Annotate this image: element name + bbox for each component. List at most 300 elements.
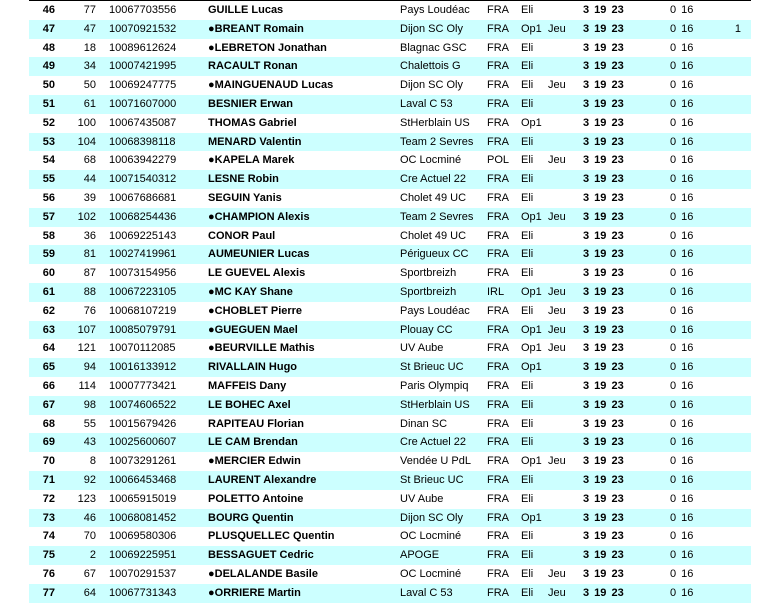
gap-cell: 0 16 [670, 417, 694, 430]
rank-cell: 53 [42, 135, 55, 148]
rider-name-cell: GUILLE Lucas [208, 4, 284, 16]
uci-id-cell: 10068107219 [109, 304, 177, 317]
club-cell: OC Locminé [400, 154, 462, 167]
category-cell: Eli [521, 97, 534, 110]
nationality-cell: FRA [487, 248, 509, 261]
table-row [29, 0, 751, 20]
time-cell: 3 19 23 [583, 398, 624, 411]
rider-name-cell: LE BOHEC Axel [208, 398, 291, 411]
category-cell: Eli [521, 79, 534, 92]
rank-cell: 77 [42, 586, 55, 599]
bib-cell: 47 [83, 22, 96, 35]
rank-cell: 72 [42, 492, 55, 505]
time-cell: 3 19 23 [583, 417, 624, 430]
table-row [29, 339, 751, 358]
uci-id-cell: 10089612624 [109, 41, 177, 54]
club-cell: OC Locminé [400, 530, 462, 543]
nationality-cell: FRA [487, 436, 509, 449]
nationality-cell: FRA [487, 41, 509, 54]
youth-flag-cell: Jeu [548, 323, 566, 336]
category-cell: Eli [521, 267, 534, 280]
rank-cell: 64 [42, 342, 55, 355]
category-cell: Eli [521, 492, 534, 505]
club-cell: Sportbreizh [400, 267, 457, 280]
category-cell: Eli [521, 191, 534, 204]
category-cell: Eli [521, 567, 534, 580]
table-row [29, 189, 751, 208]
rank-cell: 68 [42, 417, 55, 430]
bib-cell: 114 [78, 379, 96, 392]
rank-cell: 52 [42, 116, 55, 129]
uci-id-cell: 10070291537 [109, 567, 177, 580]
nationality-cell: FRA [487, 530, 509, 543]
table-row [29, 114, 751, 133]
rider-name-cell: ●CHAMPION Alexis [208, 210, 310, 223]
table-row [29, 208, 751, 227]
bib-cell: 102 [77, 210, 96, 223]
bib-cell: 44 [83, 173, 96, 186]
nationality-cell: FRA [487, 60, 509, 73]
time-cell: 3 19 23 [583, 511, 624, 524]
table-row [29, 452, 751, 471]
nationality-cell: FRA [487, 342, 509, 355]
club-cell: Plouay CC [400, 323, 453, 336]
rank-cell: 54 [42, 154, 55, 167]
nationality-cell: FRA [487, 79, 509, 92]
rider-name-cell: SEGUIN Yanis [208, 191, 282, 204]
gap-cell: 0 16 [670, 342, 694, 355]
youth-flag-cell: Jeu [548, 567, 566, 580]
table-row [29, 433, 751, 452]
category-cell: Eli [521, 304, 534, 317]
bib-cell: 104 [77, 135, 96, 148]
rider-name-cell: BESNIER Erwan [208, 97, 293, 110]
rider-name-cell: BESSAGUET Cedric [208, 549, 314, 562]
time-cell: 3 19 23 [583, 492, 624, 505]
bib-cell: 70 [83, 530, 96, 543]
time-cell: 3 19 23 [583, 229, 624, 242]
table-row [29, 302, 751, 321]
category-cell: Eli [521, 229, 534, 242]
nationality-cell: FRA [487, 173, 509, 186]
rider-name-cell: CONOR Paul [208, 229, 276, 242]
time-cell: 3 19 23 [583, 323, 624, 336]
category-cell: Eli [521, 549, 534, 562]
bib-cell: 2 [89, 549, 96, 562]
time-cell: 3 19 23 [583, 379, 624, 392]
table-row [29, 358, 751, 377]
results-table [29, 0, 751, 603]
rider-name-cell: LE GUEVEL Alexis [208, 267, 306, 280]
gap-cell: 0 16 [670, 304, 694, 317]
bib-cell: 76 [83, 304, 96, 317]
gap-cell: 0 16 [670, 398, 694, 411]
youth-flag-cell: Jeu [548, 342, 566, 355]
uci-id-cell: 10007773421 [109, 379, 177, 392]
nationality-cell: FRA [487, 304, 509, 317]
club-cell: Team 2 Sevres [400, 135, 474, 148]
gap-cell: 0 16 [670, 135, 694, 148]
table-row [29, 396, 751, 415]
gap-cell: 0 16 [670, 586, 694, 599]
uci-id-cell: 10067703556 [109, 4, 177, 16]
category-cell: Op1 [521, 323, 542, 336]
uci-id-cell: 10069247775 [109, 79, 177, 92]
uci-id-cell: 10068254436 [109, 210, 177, 223]
table-row [29, 490, 751, 509]
table-row [29, 321, 751, 340]
bib-cell: 36 [83, 229, 96, 242]
uci-id-cell: 10069225951 [109, 549, 177, 562]
club-cell: UV Aube [400, 492, 444, 505]
club-cell: Paris Olympiq [400, 379, 469, 392]
time-cell: 3 19 23 [583, 567, 624, 580]
bib-cell: 88 [83, 285, 96, 298]
rank-cell: 55 [42, 173, 55, 186]
rank-cell: 46 [42, 4, 55, 16]
nationality-cell: FRA [487, 361, 509, 374]
uci-id-cell: 10007421995 [109, 60, 177, 73]
category-cell: Eli [521, 586, 534, 599]
rider-name-cell: ●GUEGUEN Mael [208, 323, 298, 336]
uci-id-cell: 10068081452 [109, 511, 177, 524]
category-cell: Eli [521, 417, 534, 430]
gap-cell: 0 16 [670, 549, 694, 562]
gap-cell: 0 16 [670, 41, 694, 54]
club-cell: Chalettois G [400, 60, 461, 73]
rider-name-cell: ●MC KAY Shane [208, 285, 293, 298]
youth-flag-cell: Jeu [548, 154, 566, 167]
time-cell: 3 19 23 [583, 530, 624, 543]
time-cell: 3 19 23 [583, 79, 624, 92]
bib-cell: 55 [83, 417, 96, 430]
time-cell: 3 19 23 [583, 191, 624, 204]
bib-cell: 8 [89, 455, 96, 468]
bib-cell: 39 [83, 191, 96, 204]
club-cell: Périgueux CC [400, 248, 469, 261]
category-cell: Op1 [521, 511, 542, 524]
table-row [29, 546, 751, 565]
club-cell: Dinan SC [400, 417, 448, 430]
rank-cell: 65 [42, 361, 55, 374]
bib-cell: 92 [83, 473, 96, 486]
bib-cell: 100 [77, 116, 96, 129]
nationality-cell: FRA [487, 473, 509, 486]
rank-cell: 74 [42, 530, 55, 543]
rider-name-cell: ●MAINGUENAUD Lucas [208, 79, 334, 92]
nationality-cell: FRA [487, 455, 509, 468]
time-cell: 3 19 23 [583, 549, 624, 562]
rider-name-cell: RACAULT Ronan [208, 60, 298, 73]
uci-id-cell: 10067731343 [109, 586, 177, 599]
time-cell: 3 19 23 [583, 285, 624, 298]
uci-id-cell: 10025600607 [109, 436, 177, 449]
uci-id-cell: 10067223105 [109, 285, 177, 298]
rider-name-cell: LAURENT Alexandre [208, 473, 317, 486]
gap-cell: 0 16 [670, 511, 694, 524]
nationality-cell: IRL [487, 285, 505, 298]
uci-id-cell: 10071540312 [109, 173, 177, 186]
rank-cell: 63 [42, 323, 55, 336]
uci-id-cell: 10074606522 [109, 398, 177, 411]
nationality-cell: FRA [487, 567, 509, 580]
category-cell: Eli [521, 60, 534, 73]
table-row [29, 57, 751, 76]
uci-id-cell: 10069580306 [109, 530, 177, 543]
table-row [29, 471, 751, 490]
table-row [29, 227, 751, 246]
nationality-cell: FRA [487, 267, 509, 280]
club-cell: Cre Actuel 22 [400, 436, 467, 449]
category-cell: Op1 [521, 22, 542, 35]
rank-cell: 62 [42, 304, 55, 317]
table-row [29, 377, 751, 396]
rank-cell: 48 [42, 41, 55, 54]
table-row [29, 133, 751, 152]
bib-cell: 98 [83, 398, 96, 411]
uci-id-cell: 10065915019 [109, 492, 177, 505]
time-cell: 3 19 23 [583, 154, 624, 167]
rider-name-cell: LESNE Robin [208, 173, 279, 186]
youth-flag-cell: Jeu [548, 210, 566, 223]
time-cell: 3 19 23 [583, 210, 624, 223]
nationality-cell: FRA [487, 135, 509, 148]
gap-cell: 0 16 [670, 248, 694, 261]
nationality-cell: FRA [487, 492, 509, 505]
bib-cell: 64 [83, 586, 96, 599]
nationality-cell: FRA [487, 511, 509, 524]
club-cell: Pays Loudéac [400, 304, 470, 317]
uci-id-cell: 10027419961 [109, 248, 177, 261]
category-cell: Eli [521, 4, 534, 16]
time-cell: 3 19 23 [583, 97, 624, 110]
bib-cell: 77 [83, 4, 96, 16]
table-row [29, 527, 751, 546]
time-cell: 3 19 23 [583, 361, 624, 374]
time-cell: 3 19 23 [583, 342, 624, 355]
uci-id-cell: 10016133912 [109, 361, 177, 374]
club-cell: St Brieuc UC [400, 361, 464, 374]
table-row [29, 170, 751, 189]
youth-flag-cell: Jeu [548, 79, 566, 92]
gap-cell: 0 16 [670, 436, 694, 449]
category-cell: Op1 [521, 361, 542, 374]
bib-cell: 68 [83, 154, 96, 167]
youth-flag-cell: Jeu [548, 22, 566, 35]
category-cell: Op1 [521, 285, 542, 298]
table-row [29, 415, 751, 434]
table-row [29, 20, 751, 39]
uci-id-cell: 10066453468 [109, 473, 177, 486]
gap-cell: 0 16 [670, 379, 694, 392]
youth-flag-cell: Jeu [548, 285, 566, 298]
uci-id-cell: 10068398118 [109, 135, 176, 148]
club-cell: Cre Actuel 22 [400, 173, 467, 186]
rank-cell: 66 [42, 379, 55, 392]
rank-cell: 70 [42, 455, 55, 468]
club-cell: Dijon SC Oly [400, 511, 463, 524]
table-row [29, 39, 751, 58]
rider-name-cell: ●ORRIERE Martin [208, 586, 301, 599]
club-cell: StHerblain US [400, 116, 470, 129]
nationality-cell: FRA [487, 586, 509, 599]
gap-cell: 0 16 [670, 492, 694, 505]
rank-cell: 47 [42, 22, 55, 35]
gap-cell: 0 16 [670, 191, 694, 204]
club-cell: Laval C 53 [400, 586, 453, 599]
rank-cell: 71 [42, 473, 55, 486]
rider-name-cell: MAFFEIS Dany [208, 379, 287, 392]
bib-cell: 61 [83, 97, 96, 110]
time-cell: 3 19 23 [583, 4, 624, 16]
category-cell: Eli [521, 398, 534, 411]
gap-cell: 0 16 [670, 154, 694, 167]
nationality-cell: FRA [487, 417, 509, 430]
time-cell: 3 19 23 [583, 455, 624, 468]
club-cell: Cholet 49 UC [400, 191, 467, 204]
gap-cell: 0 16 [670, 530, 694, 543]
category-cell: Eli [521, 173, 534, 186]
bib-cell: 107 [77, 323, 96, 336]
time-cell: 3 19 23 [583, 473, 624, 486]
category-cell: Op1 [521, 116, 542, 129]
rider-name-cell: ●LEBRETON Jonathan [208, 41, 327, 54]
nationality-cell: FRA [487, 4, 509, 16]
category-cell: Eli [521, 248, 534, 261]
club-cell: St Brieuc UC [400, 473, 464, 486]
time-cell: 3 19 23 [583, 586, 624, 599]
uci-id-cell: 10070112085 [109, 342, 176, 355]
rider-name-cell: LE CAM Brendan [208, 436, 298, 449]
gap-cell: 0 16 [670, 229, 694, 242]
gap-cell: 0 16 [670, 79, 694, 92]
category-cell: Eli [521, 154, 534, 167]
uci-id-cell: 10073154956 [109, 267, 177, 280]
gap-cell: 0 16 [670, 97, 694, 110]
club-cell: Sportbreizh [400, 285, 457, 298]
rank-cell: 50 [42, 79, 55, 92]
bib-cell: 121 [77, 342, 96, 355]
gap-cell: 0 16 [670, 455, 694, 468]
nationality-cell: FRA [487, 323, 509, 336]
rank-cell: 57 [42, 210, 55, 223]
club-cell: Dijon SC Oly [400, 22, 463, 35]
uci-id-cell: 10063942279 [109, 154, 177, 167]
bib-cell: 94 [83, 361, 96, 374]
nationality-cell: FRA [487, 210, 509, 223]
time-cell: 3 19 23 [583, 304, 624, 317]
rank-cell: 58 [42, 229, 55, 242]
club-cell: UV Aube [400, 342, 444, 355]
time-cell: 3 19 23 [583, 248, 624, 261]
gap-cell: 0 16 [670, 116, 694, 129]
category-cell: Eli [521, 135, 534, 148]
club-cell: Team 2 Sevres [400, 210, 474, 223]
nationality-cell: FRA [487, 22, 509, 35]
time-cell: 3 19 23 [583, 135, 624, 148]
table-row [29, 245, 751, 264]
rank-cell: 49 [42, 60, 55, 73]
time-cell: 3 19 23 [583, 267, 624, 280]
time-cell: 3 19 23 [583, 22, 624, 35]
time-cell: 3 19 23 [583, 436, 624, 449]
gap-cell: 0 16 [670, 173, 694, 186]
club-cell: Blagnac GSC [400, 41, 467, 54]
gap-cell: 0 16 [670, 323, 694, 336]
category-cell: Eli [521, 530, 534, 543]
club-cell: Vendée U PdL [400, 455, 471, 468]
gap-cell: 0 16 [670, 60, 694, 73]
rider-name-cell: ●BEURVILLE Mathis [208, 342, 315, 355]
rider-name-cell: RIVALLAIN Hugo [208, 361, 298, 374]
gap-cell: 0 16 [670, 4, 694, 16]
nationality-cell: FRA [487, 549, 509, 562]
category-cell: Op1 [521, 210, 542, 223]
club-cell: Dijon SC Oly [400, 79, 463, 92]
rank-cell: 73 [42, 511, 55, 524]
category-cell: Op1 [521, 342, 542, 355]
rider-name-cell: AUMEUNIER Lucas [208, 248, 310, 261]
rider-name-cell: ●DELALANDE Basile [208, 567, 318, 580]
rank-cell: 56 [42, 191, 55, 204]
table-row [29, 151, 751, 170]
bib-cell: 87 [83, 267, 96, 280]
uci-id-cell: 10067686681 [109, 191, 177, 204]
bib-cell: 34 [83, 60, 96, 73]
uci-id-cell: 10085079791 [109, 323, 177, 336]
category-cell: Op1 [521, 455, 542, 468]
table-row [29, 76, 751, 95]
nationality-cell: FRA [487, 116, 509, 129]
rider-name-cell: ●KAPELA Marek [208, 154, 295, 167]
club-cell: StHerblain US [400, 398, 470, 411]
rider-name-cell: POLETTO Antoine [208, 492, 304, 505]
gap-cell: 0 16 [670, 267, 694, 280]
nationality-cell: FRA [487, 379, 509, 392]
gap-cell: 0 16 [670, 285, 694, 298]
uci-id-cell: 10067435087 [109, 116, 177, 129]
table-row [29, 283, 751, 302]
table-row [29, 509, 751, 528]
rank-cell: 59 [42, 248, 55, 261]
youth-flag-cell: Jeu [548, 455, 566, 468]
uci-id-cell: 10069225143 [109, 229, 177, 242]
bib-cell: 18 [83, 41, 96, 54]
gap-cell: 0 16 [670, 210, 694, 223]
rank-cell: 61 [42, 285, 55, 298]
gap-cell: 0 16 [670, 361, 694, 374]
table-row [29, 264, 751, 283]
rider-name-cell: ●MERCIER Edwin [208, 455, 301, 468]
bib-cell: 43 [83, 436, 96, 449]
rider-name-cell: ●BREANT Romain [208, 22, 304, 35]
time-cell: 3 19 23 [583, 173, 624, 186]
bib-cell: 123 [77, 492, 96, 505]
category-cell: Eli [521, 379, 534, 392]
club-cell: OC Locminé [400, 567, 462, 580]
rank-cell: 60 [42, 267, 55, 280]
gap-cell: 0 16 [670, 22, 694, 35]
gap-cell: 0 16 [670, 567, 694, 580]
points-cell: 1 [734, 22, 741, 35]
uci-id-cell: 10015679426 [109, 417, 177, 430]
table-row [29, 95, 751, 114]
club-cell: Laval C 53 [400, 97, 453, 110]
club-cell: Cholet 49 UC [400, 229, 467, 242]
rank-cell: 67 [42, 398, 55, 411]
rider-name-cell: MENARD Valentin [208, 135, 302, 148]
rider-name-cell: THOMAS Gabriel [208, 116, 297, 129]
